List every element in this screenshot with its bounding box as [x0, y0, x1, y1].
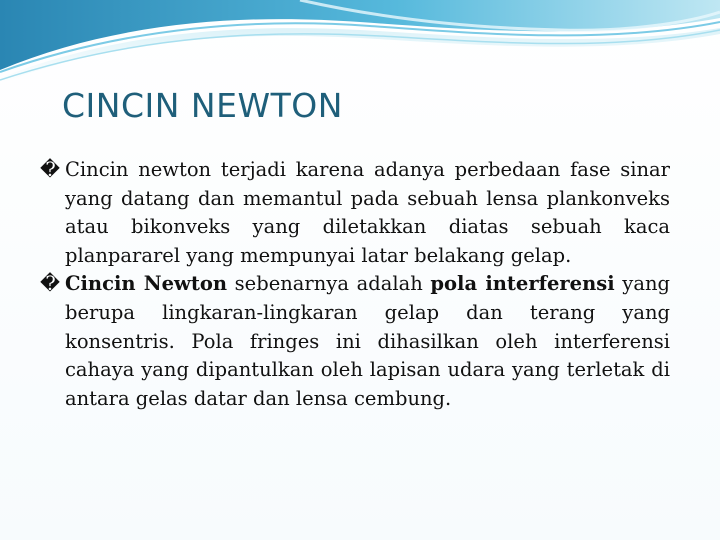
bullet-item	[40, 156, 670, 270]
bullet-marker: �	[40, 272, 60, 296]
bullet-text: yang berupa lingkaran-lingkaran gelap dan terang yang konsentris. Pola fringes ini dihasilkan oleh interferensi cahaya yang dipantulkan oleh lapisan udara yang terletak di antara gelas datar dan lensa cembung.	[65, 272, 670, 410]
bullet-marker: �	[40, 158, 60, 181]
bullet-item	[40, 270, 670, 413]
header-wave-decoration	[0, 0, 720, 90]
bold-phrase: pola interferensi	[430, 272, 615, 296]
bullet-text: Cincin newton terjadi karena adanya perbedaan fase sinar yang datang dan memantul pada sebuah lensa plankonveks atau bikonveks yang diletakkan diatas sebuah kaca planpararel yang mempunyai latar belakang gelap.	[65, 158, 670, 267]
slide-content	[40, 156, 670, 413]
slide-title: CINCIN NEWTON	[62, 86, 343, 125]
bold-phrase: Cincin Newton	[65, 272, 228, 296]
bullet-text: sebenarnya adalah	[227, 272, 431, 296]
